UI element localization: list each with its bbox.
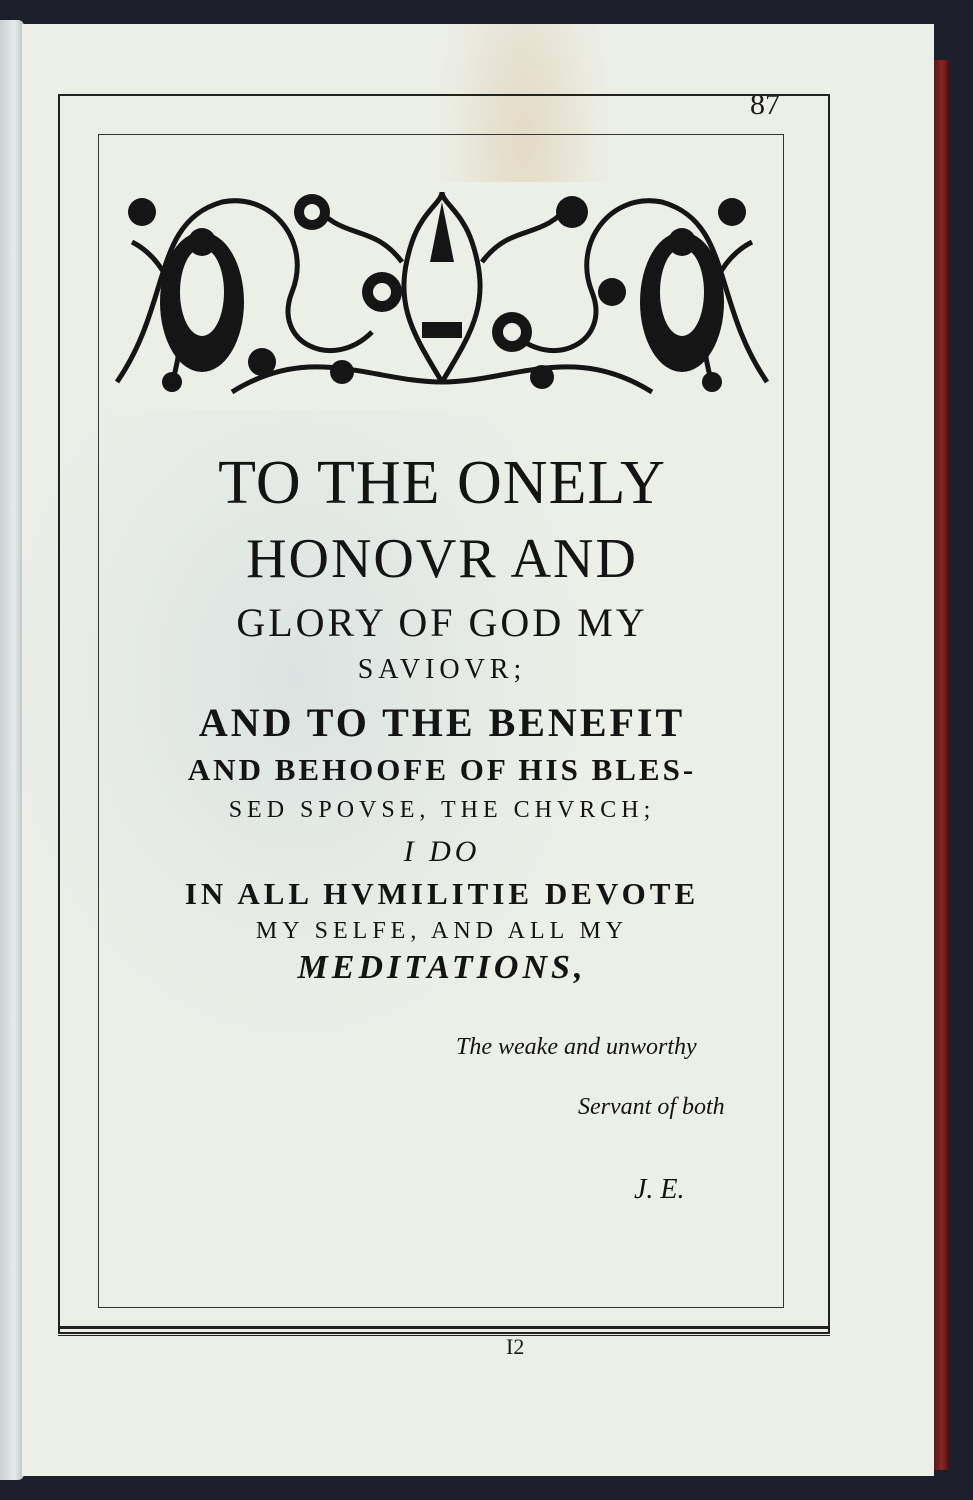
- dedication-line: SAVIOVR;: [357, 654, 527, 685]
- dedication-line: MY SELFE, AND ALL MY: [255, 918, 629, 944]
- dedication-text: [102, 444, 782, 988]
- dedication-line: GLORY OF GOD MY: [236, 600, 648, 645]
- dedication-line: TO THE ONELY: [218, 449, 666, 517]
- dedication-line: AND BEHOOFE OF HIS BLES-: [187, 752, 697, 787]
- facing-page-edge: [0, 20, 24, 1480]
- page-number: 87: [750, 88, 780, 121]
- dedication-line: HONOVR AND: [246, 528, 638, 590]
- woodcut-headpiece-icon: [112, 182, 772, 410]
- dedication-line: AND TO THE BENEFIT: [198, 700, 686, 745]
- dedication-line: I DO: [403, 835, 481, 868]
- printer-signature-mark: I2: [506, 1334, 525, 1359]
- outer-border-rule: [58, 1326, 830, 1336]
- dedication-line: MEDITATIONS,: [297, 949, 587, 986]
- book-page: [22, 24, 934, 1476]
- closing-line: The weake and unworthy: [456, 1034, 697, 1060]
- dedication-line: SED SPOVSE, THE CHVRCH;: [228, 797, 656, 823]
- closing-line: Servant of both: [578, 1094, 725, 1120]
- author-initials: J. E.: [634, 1174, 685, 1205]
- book-cover-edge: [934, 60, 950, 1470]
- dedication-line: IN ALL HVMILITIE DEVOTE: [184, 876, 700, 911]
